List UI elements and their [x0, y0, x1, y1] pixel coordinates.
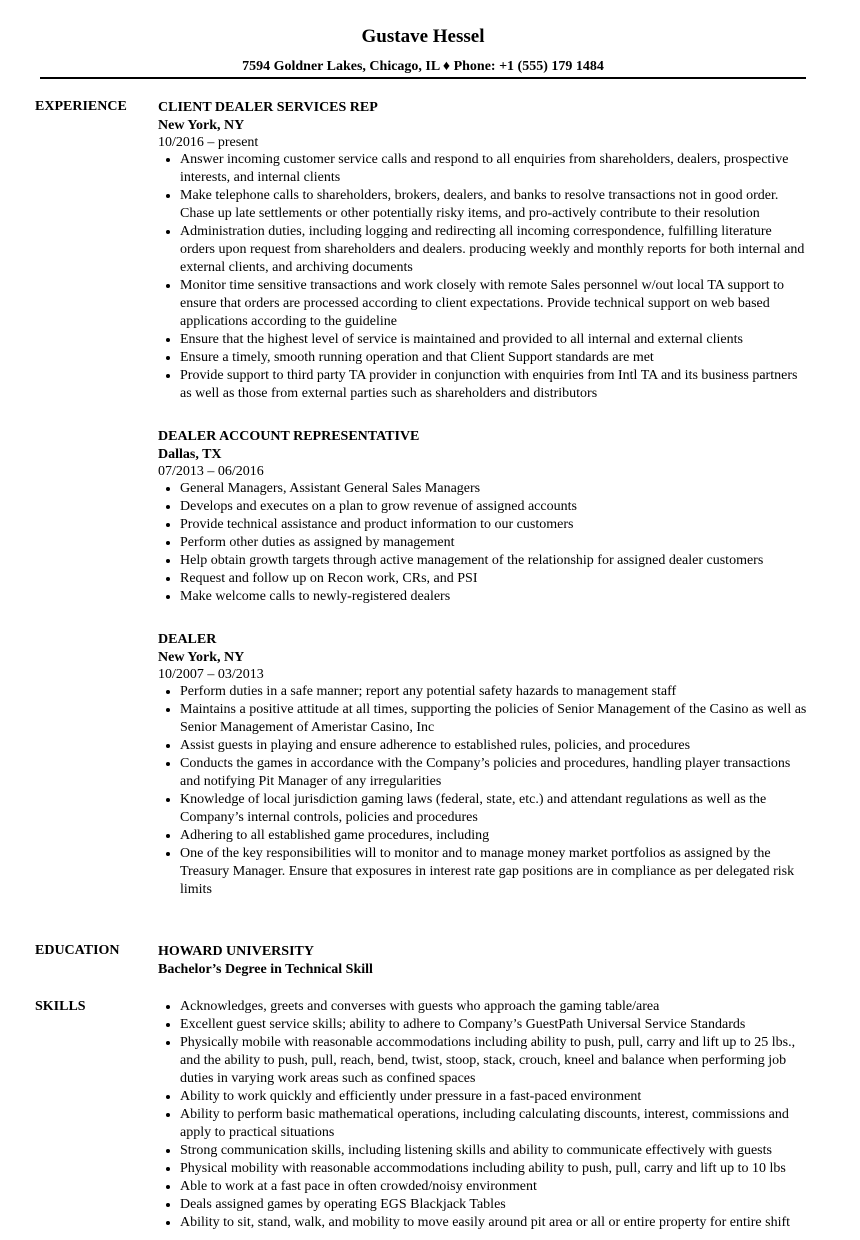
bullet-item: • Develops and executes on a plan to grow revenue of assigned accounts — [180, 498, 808, 516]
skills-section — [158, 998, 808, 1232]
skill-item: • Strong communication skills, including listening skills and ability to communicate effectively with guests — [180, 1142, 808, 1160]
bullet-item: • Conducts the games in accordance with the Company’s policies and procedures, handling player transactions and notifying Pit Manager of any irregularities — [180, 755, 808, 791]
job-bullets — [158, 480, 808, 606]
bullet-item: • Request and follow up on Recon work, CRs, and PSI — [180, 570, 808, 588]
skill-item: • Ability to work quickly and efficiently under pressure in a fast-paced environment — [180, 1088, 808, 1106]
education-section — [158, 943, 808, 979]
job-dates: 10/2007 – 03/2013 — [158, 667, 264, 682]
bullet-item: • Make welcome calls to newly-registered dealers — [180, 588, 808, 606]
skill-item: • Physical mobility with reasonable accommodations including ability to push, pull, carry and lift up to 10 lbs — [180, 1160, 808, 1178]
job-title: CLIENT DEALER SERVICES REP — [158, 100, 378, 115]
skill-item: • Excellent guest service skills; ability to adhere to Company’s GuestPath Universal Service Standards — [180, 1016, 808, 1034]
skill-item: • Ability to perform basic mathematical operations, including calculating discounts, interest, commissions and apply to practical situations — [180, 1106, 808, 1142]
bullet-item: • Ensure that the highest level of service is maintained and provided to all internal and external clients — [180, 331, 808, 349]
bullet-item: • General Managers, Assistant General Sales Managers — [180, 480, 808, 498]
job-title: DEALER — [158, 632, 217, 647]
job-location: New York, NY — [158, 650, 245, 665]
bullet-item: • Provide technical assistance and product information to our customers — [180, 516, 808, 534]
job-dates: 10/2016 – present — [158, 135, 259, 150]
job-location: New York, NY — [158, 118, 245, 133]
bullet-item: • Ensure a timely, smooth running operation and that Client Support standards are met — [180, 349, 808, 367]
school-name: HOWARD UNIVERSITY — [158, 944, 314, 959]
experience-heading: EXPERIENCE — [35, 99, 127, 114]
skill-item: • Physically mobile with reasonable accommodations including ability to push, pull, carry and lift up to 25 lbs., and the ability to push, pull, reach, bend, twist, stoop, stack, crouch, kneel and balance when performing job duties in varying work areas such as confined spaces — [180, 1034, 808, 1088]
bullet-item: • Provide support to third party TA provider in conjunction with enquiries from Intl TA and its business partners as well as those from external parties such as shareholders and distributors — [180, 367, 808, 403]
job-entry — [158, 428, 808, 606]
experience-section — [158, 99, 808, 924]
education-heading: EDUCATION — [35, 943, 120, 958]
header-divider — [40, 77, 806, 79]
skill-item: • Deals assigned games by operating EGS Blackjack Tables — [180, 1196, 808, 1214]
job-title: DEALER ACCOUNT REPRESENTATIVE — [158, 429, 420, 444]
bullet-item: • Answer incoming customer service calls and respond to all enquiries from shareholders, dealers, prospective interests, and internal clients — [180, 151, 808, 187]
skill-item: • Ability to sit, stand, walk, and mobility to move easily around pit area or all or entire property for entire shift — [180, 1214, 808, 1232]
bullet-item: • Maintains a positive attitude at all times, supporting the policies of Senior Management of the Casino as well as Senior Management of Ameristar Casino, Inc — [180, 701, 808, 737]
job-entry — [158, 631, 808, 899]
candidate-name: Gustave Hessel — [361, 26, 485, 47]
bullet-item: • Knowledge of local jurisdiction gaming laws (federal, state, etc.) and attendant regulations as well as the Company’s internal controls, policies and procedures — [180, 791, 808, 827]
job-location: Dallas, TX — [158, 447, 222, 462]
bullet-item: • Monitor time sensitive transactions and work closely with remote Sales personnel w/out local TA support to ensure that orders are processed according to client expectations. Provide technical support on web based applications according to the guideline — [180, 277, 808, 331]
skill-item: • Able to work at a fast pace in often crowded/noisy environment — [180, 1178, 808, 1196]
bullet-item: • Adhering to all established game procedures, including — [180, 827, 808, 845]
skill-item: • Acknowledges, greets and converses with guests who approach the gaming table/area — [180, 998, 808, 1016]
bullet-item: • Perform duties in a safe manner; report any potential safety hazards to management staff — [180, 683, 808, 701]
bullet-item: • One of the key responsibilities will to monitor and to manage money market portfolios as assigned by the Treasury Manager. Ensure that exposures in interest rate gap positions are in compliance as per delegated risk limits — [180, 845, 808, 899]
contact-line: 7594 Goldner Lakes, Chicago, IL ♦ Phone: +1 (555) 179 1484 — [242, 59, 604, 74]
job-bullets — [158, 683, 808, 899]
bullet-item: • Administration duties, including logging and redirecting all incoming correspondence, fulfilling literature orders upon request from shareholders and dealers. producing weekly and monthly reports for both internal and external clients, and archiving documents — [180, 223, 808, 277]
bullet-item: • Assist guests in playing and ensure adherence to established rules, policies, and procedures — [180, 737, 808, 755]
job-dates: 07/2013 – 06/2016 — [158, 464, 264, 479]
bullet-item: • Help obtain growth targets through active management of the relationship for assigned dealer customers — [180, 552, 808, 570]
job-entry — [158, 99, 808, 403]
bullet-item: • Make telephone calls to shareholders, brokers, dealers, and banks to resolve transactions not in good order. Chase up late settlements or other potentially risky items, and pro-actively contribute to their resolution — [180, 187, 808, 223]
job-bullets — [158, 151, 808, 403]
skills-heading: SKILLS — [35, 999, 86, 1014]
degree: Bachelor’s Degree in Technical Skill — [158, 962, 373, 977]
skills-list — [158, 998, 808, 1232]
bullet-item: • Perform other duties as assigned by management — [180, 534, 808, 552]
